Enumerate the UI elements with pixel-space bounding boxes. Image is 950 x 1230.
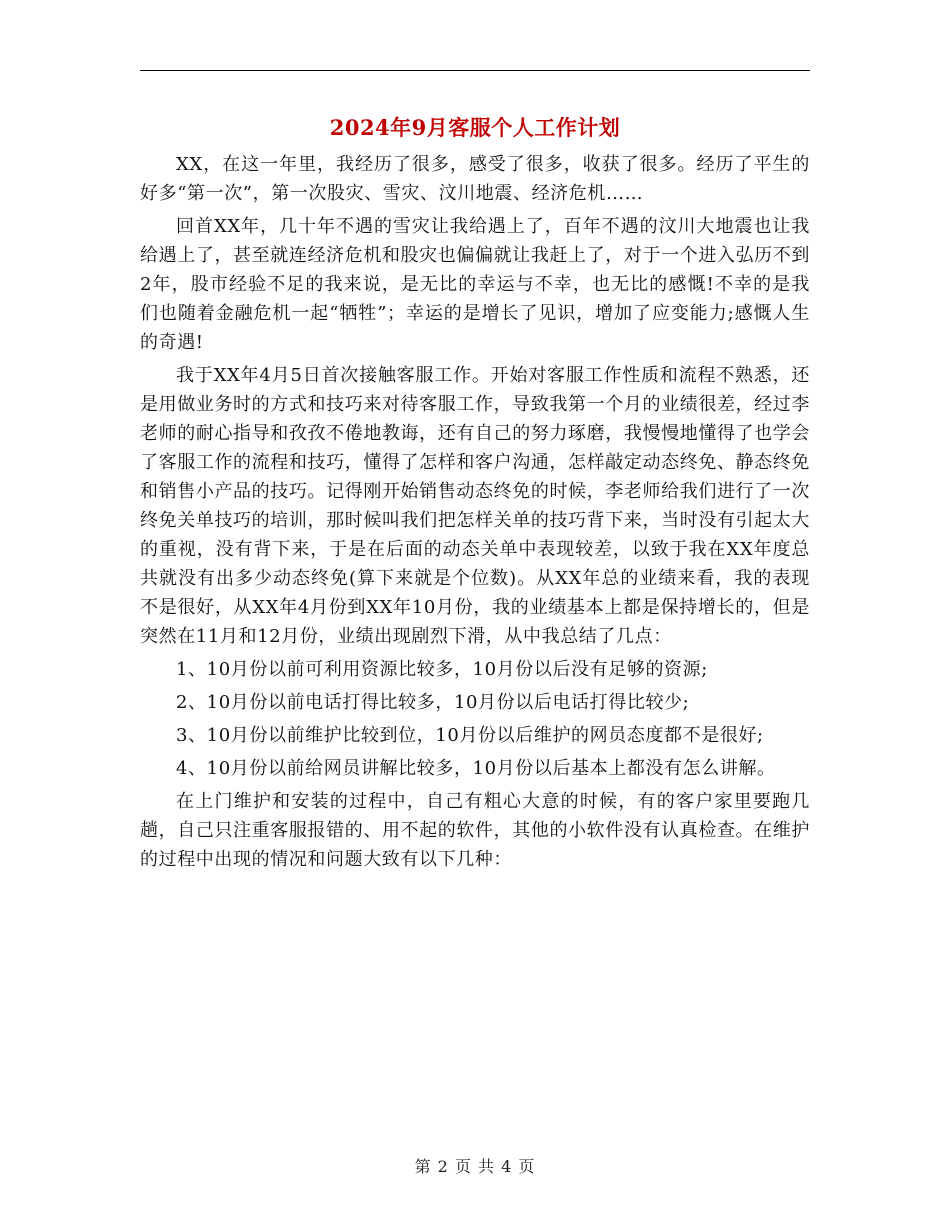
list-item-1: 1、10月份以前可利用资源比较多，10月份以后没有足够的资源; (176, 659, 708, 680)
document-title: 2024年9月客服个人工作计划 (329, 115, 621, 140)
header-rule (140, 70, 810, 71)
list-item-3: 3、10月份以前维护比较到位，10月份以后维护的网员态度都不是很好; (176, 725, 764, 746)
paragraph-4: 在上门维护和安装的过程中，自己有粗心大意的时候，有的客户家里要跑几趟，自己只注重客服报错的、用不起的软件，其他的小软件没有认真检查。在维护的过程中出现的情况和问题大致有以下几种： (140, 791, 810, 870)
page-footer: 第 2 页 共 4 页 (414, 1157, 536, 1176)
paragraph-2: 回首XX年，几十年不遇的雪灾让我给遇上了，百年不遇的汶川大地震也让我给遇上了，甚至就连经济危机和股灾也偏偏就让我赶上了，对于一个进入弘历不到2年，股市经验不足的我来说，是无比的幸运与不幸，也无比的感慨!不幸的是我们也随着金融危机一起“牺牲”；幸运的是增长了见识，增加了应变能力;感慨人生的奇遇! (140, 216, 810, 353)
paragraph-3: 我于XX年4月5日首次接触客服工作。开始对客服工作性质和流程不熟悉，还是用做业务时的方式和技巧来对待客服工作，导致我第一个月的业绩很差，经过李老师的耐心指导和孜孜不倦地教诲，还有自己的努力琢磨，我慢慢地懂得了也学会了客服工作的流程和技巧，懂得了怎样和客户沟通，怎样敲定动态终免、静态终免和销售小产品的技巧。记得刚开始销售动态终免的时候，李老师给我们进行了一次终免关单技巧的培训，那时候叫我们把怎样关单的技巧背下来，当时没有引起太大的重视，没有背下来，于是在后面的动态关单中表现较差，以致于我在XX年度总共就没有出多少动态终免(算下来就是个位数)。从XX年总的业绩来看，我的表现不是很好，从XX年4月份到XX年10月份，我的业绩基本上都是保持增长的，但是突然在11月和12月份，业绩出现剧烈下滑，从中我总结了几点： (140, 365, 810, 647)
paragraph-1: XX，在这一年里，我经历了很多，感受了很多，收获了很多。经历了平生的好多“第一次”，第一次股灾、雪灾、汶川地震、经济危机…… (140, 154, 810, 204)
document-body (140, 150, 810, 878)
list-item-2: 2、10月份以前电话打得比较多，10月份以后电话打得比较少; (176, 692, 690, 713)
list-item-4: 4、10月份以前给网员讲解比较多，10月份以后基本上都没有怎么讲解。 (176, 758, 776, 779)
